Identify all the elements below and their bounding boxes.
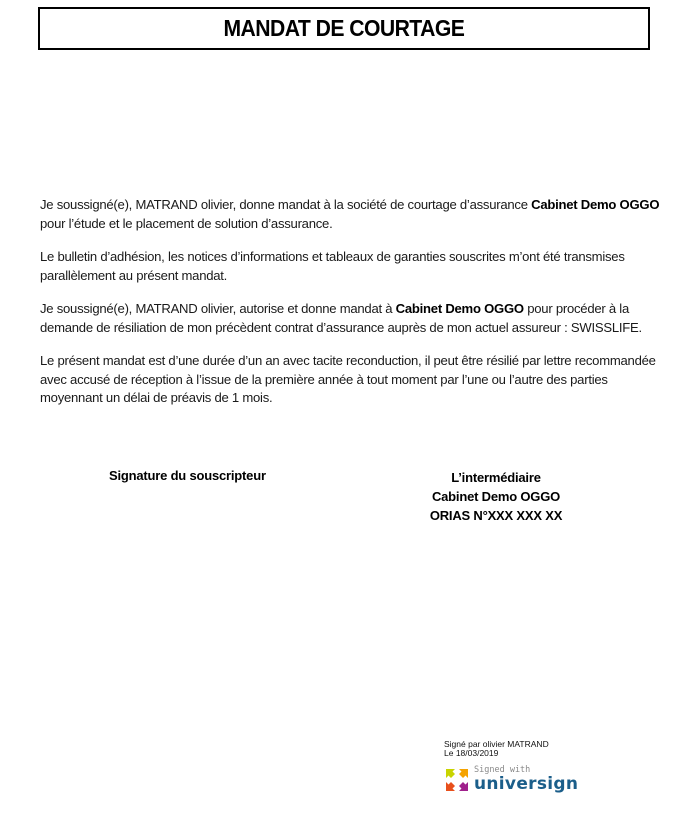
paragraph-duration bbox=[40, 352, 660, 408]
subscriber-signature-label: Signature du souscripteur bbox=[109, 468, 266, 483]
intermediary-block bbox=[420, 468, 572, 525]
logo-text bbox=[474, 766, 578, 793]
text: Je soussigné(e), MATRAND olivier, autorise et donne mandat à bbox=[40, 301, 396, 316]
document-body bbox=[40, 196, 660, 423]
text: Je soussigné(e), MATRAND olivier, donne mandat à la société de courtage d’assurance bbox=[40, 197, 532, 212]
intermediary-label: L’intermédiaire bbox=[451, 470, 541, 485]
signature-stamp bbox=[444, 740, 549, 758]
arrow-bottom-right bbox=[459, 782, 468, 791]
paragraph-documents bbox=[40, 248, 660, 285]
text: pour l’étude et le placement de solution d’assurance. bbox=[40, 215, 333, 231]
text: Le bulletin d’adhésion, les notices d’informations et tableaux de garanties souscrites m’ont été transmises parallèlement au présent mandat. bbox=[40, 249, 625, 283]
company-name: Cabinet Demo OGGO bbox=[395, 301, 524, 316]
company-name: Cabinet Demo OGGO bbox=[531, 197, 660, 212]
orias-number: ORIAS N°XXX XXX XX bbox=[429, 508, 563, 523]
universign-arrows-icon bbox=[444, 767, 470, 793]
arrow-bottom-left bbox=[446, 782, 455, 791]
text: Le présent mandat est d’une durée d’un an avec tacite reconduction, il peut être résilié par lettre recommandée avec accusé de réception à l’issue de la première année à tout moment par l’une ou l’autre des parties moyennant un délai de préavis de 1 mois. bbox=[40, 353, 656, 405]
paragraph-mandate bbox=[40, 196, 660, 233]
arrow-top-left bbox=[446, 769, 455, 778]
text: pour procéder à la demande de résiliation de mon précèdent contrat d’assurance auprès de mon actuel assureur : SWISSLIFE. bbox=[40, 301, 642, 335]
signed-with-label: Signed with bbox=[474, 765, 531, 775]
paragraph-termination bbox=[40, 300, 660, 337]
intermediary-company: Cabinet Demo OGGO bbox=[431, 489, 561, 504]
title-box bbox=[38, 7, 650, 50]
signed-by: Signé par olivier MATRAND bbox=[444, 739, 549, 749]
universign-brand: universign bbox=[474, 774, 579, 794]
signature-date: Le 18/03/2019 bbox=[444, 748, 499, 758]
document-title: MANDAT DE COURTAGE bbox=[223, 15, 465, 41]
universign-logo bbox=[444, 766, 578, 793]
arrow-top-right bbox=[459, 769, 468, 778]
